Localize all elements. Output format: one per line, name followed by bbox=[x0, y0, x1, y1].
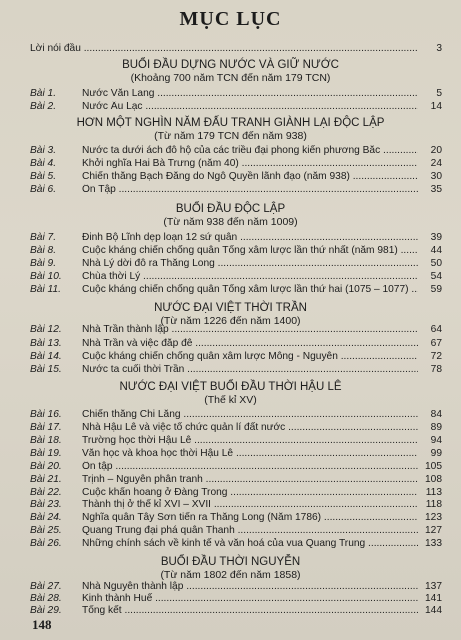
lesson-title: Trường học thời Hậu Lê ..... bbox=[82, 435, 418, 447]
lesson-title: Tổng kết ..... bbox=[82, 605, 418, 617]
toc-row bbox=[30, 338, 442, 350]
toc-row bbox=[30, 101, 442, 113]
lesson-number: Bài 5. bbox=[30, 171, 57, 182]
toc-row bbox=[30, 351, 442, 363]
toc-row bbox=[30, 474, 442, 486]
lesson-title: Chiến thắng Bạch Đằng do Ngô Quyền lãnh đạo (năm 938) ..... bbox=[82, 171, 418, 183]
lesson-page: 99 bbox=[430, 448, 442, 459]
section-subheading: (Từ năm 938 đến năm 1009) bbox=[163, 216, 298, 228]
lesson-number: Bài 2. bbox=[30, 101, 57, 112]
lesson-number: Bài 19. bbox=[30, 448, 62, 459]
lesson-page: 50 bbox=[430, 258, 442, 269]
section-subheading: (Khoảng 700 năm TCN đến năm 179 TCN) bbox=[130, 72, 331, 84]
lesson-number: Bài 27. bbox=[30, 581, 62, 592]
section-subheading: (Từ năm 1802 đến năm 1858) bbox=[160, 569, 301, 581]
lesson-number: Bài 4. bbox=[30, 158, 57, 169]
lesson-title: Khởi nghĩa Hai Bà Trưng (năm 40) ..... bbox=[82, 158, 418, 170]
page-number: 148 bbox=[32, 617, 52, 632]
section-subheading: (Từ năm 1226 đến năm 1400) bbox=[160, 315, 301, 327]
lesson-title: Cuộc kháng chiến chống quân xâm lược Mông - Nguyên ..... bbox=[82, 351, 418, 363]
lesson-title: Văn học và khoa học thời Hậu Lê ..... bbox=[82, 448, 418, 460]
lesson-page: 24 bbox=[430, 158, 442, 169]
toc-row bbox=[30, 245, 442, 257]
lesson-page: 72 bbox=[430, 351, 442, 362]
toc-row bbox=[30, 605, 442, 617]
toc-row bbox=[30, 422, 442, 434]
toc-row bbox=[30, 538, 442, 550]
toc-row bbox=[30, 593, 442, 605]
lesson-number: Bài 22. bbox=[30, 487, 62, 498]
lesson-page: 44 bbox=[430, 245, 442, 256]
lesson-number: Bài 24. bbox=[30, 512, 62, 523]
toc-row bbox=[30, 448, 442, 460]
toc-row bbox=[30, 271, 442, 283]
intro-row bbox=[30, 43, 442, 55]
lesson-title: Nhà Trần và việc đắp đê ..... bbox=[82, 338, 418, 350]
section-heading: HƠN MỘT NGHÌN NĂM ĐẤU TRANH GIÀNH LẠI ĐỘC LẬP bbox=[76, 117, 385, 129]
section-heading: BUỔI ĐẦU DỰNG NƯỚC VÀ GIỮ NƯỚC bbox=[122, 59, 339, 71]
toc-row bbox=[30, 284, 442, 296]
lesson-page: 137 bbox=[425, 581, 442, 592]
lesson-page: 94 bbox=[430, 435, 442, 446]
lesson-title: Đinh Bộ Lĩnh dẹp loạn 12 sứ quân ..... bbox=[82, 232, 418, 244]
lesson-number: Bài 18. bbox=[30, 435, 62, 446]
lesson-title: Cuộc kháng chiến chống quân Tống xâm lược lần thứ hai (1075 – 1077) ..... bbox=[82, 284, 418, 296]
lesson-page: 20 bbox=[430, 145, 442, 156]
lesson-number: Bài 1. bbox=[30, 88, 57, 99]
toc-row bbox=[30, 364, 442, 376]
lesson-number: Bài 26. bbox=[30, 538, 62, 549]
lesson-page: 127 bbox=[425, 525, 442, 536]
lesson-title: Thành thị ở thế kỉ XVI – XVII ..... bbox=[82, 499, 418, 511]
lesson-page: 105 bbox=[425, 461, 442, 472]
lesson-title: Ôn tập ..... bbox=[82, 461, 418, 473]
section-subheading: (Thế kỉ XV) bbox=[204, 394, 257, 406]
lesson-title: Nước Văn Lang ..... bbox=[82, 88, 418, 100]
lesson-page: 84 bbox=[430, 409, 442, 420]
lesson-page: 108 bbox=[425, 474, 442, 485]
toc-row bbox=[30, 158, 442, 170]
lesson-page: 35 bbox=[430, 184, 442, 195]
lesson-title: Cuộc kháng chiến chống quân Tống xâm lược lần thứ nhất (năm 981) ..... bbox=[82, 245, 418, 257]
lesson-page: 64 bbox=[430, 324, 442, 335]
lesson-title: Nhà Trần thành lập ..... bbox=[82, 324, 418, 336]
lesson-page: 141 bbox=[425, 593, 442, 604]
toc-row bbox=[30, 258, 442, 270]
lesson-number: Bài 25. bbox=[30, 525, 62, 536]
toc-row bbox=[30, 324, 442, 336]
lesson-number: Bài 11. bbox=[30, 284, 61, 295]
lesson-page: 113 bbox=[425, 487, 442, 498]
lesson-number: Bài 20. bbox=[30, 461, 62, 472]
lesson-number: Bài 23. bbox=[30, 499, 62, 510]
section-heading: NƯỚC ĐẠI VIỆT THỜI TRẦN bbox=[154, 302, 307, 314]
lesson-title: Chiến thắng Chi Lăng ..... bbox=[82, 409, 418, 421]
lesson-title: Nghĩa quân Tây Sơn tiến ra Thăng Long (Năm 1786) ..... bbox=[82, 512, 418, 524]
toc-row bbox=[30, 581, 442, 593]
intro-text: Lời nói đầu ..... bbox=[30, 43, 418, 55]
toc-row bbox=[30, 525, 442, 537]
lesson-number: Bài 8. bbox=[30, 245, 57, 256]
lesson-title: Kinh thành Huế ..... bbox=[82, 593, 418, 605]
lesson-title: Chùa thời Lý ..... bbox=[82, 271, 418, 283]
lesson-number: Bài 21. bbox=[30, 474, 62, 485]
lesson-title: Trịnh – Nguyễn phân tranh ..... bbox=[82, 474, 418, 486]
section-heading: NƯỚC ĐẠI VIỆT BUỔI ĐẦU THỜI HẬU LÊ bbox=[119, 381, 342, 393]
lesson-page: 5 bbox=[436, 88, 442, 99]
toc-row bbox=[30, 409, 442, 421]
lesson-number: Bài 29. bbox=[30, 605, 62, 616]
lesson-page: 59 bbox=[430, 284, 442, 295]
lesson-page: 54 bbox=[430, 271, 442, 282]
lesson-page: 118 bbox=[425, 499, 442, 510]
lesson-page: 67 bbox=[430, 338, 442, 349]
lesson-page: 78 bbox=[430, 364, 442, 375]
lesson-number: Bài 3. bbox=[30, 145, 57, 156]
section-subheading: (Từ năm 179 TCN đến năm 938) bbox=[154, 130, 307, 142]
lesson-number: Bài 7. bbox=[30, 232, 57, 243]
lesson-number: Bài 15. bbox=[30, 364, 62, 375]
lesson-number: Bài 12. bbox=[30, 324, 62, 335]
lesson-page: 123 bbox=[425, 512, 442, 523]
lesson-title: Ôn Tập ..... bbox=[82, 184, 418, 196]
intro-page: 3 bbox=[436, 43, 442, 54]
lesson-title: Nước ta cuối thời Trần ..... bbox=[82, 364, 418, 376]
lesson-page: 14 bbox=[430, 101, 442, 112]
section-heading: BUỔI ĐẦU THỜI NGUYỄN bbox=[160, 556, 301, 568]
lesson-title: Nhà Lý dời đô ra Thăng Long ..... bbox=[82, 258, 418, 270]
lesson-title: Cuộc khẩn hoang ở Đàng Trong ..... bbox=[82, 487, 418, 499]
toc-row bbox=[30, 512, 442, 524]
section-heading: BUỔI ĐẦU ĐỘC LẬP bbox=[175, 203, 286, 215]
lesson-number: Bài 6. bbox=[30, 184, 57, 195]
toc-row bbox=[30, 461, 442, 473]
lesson-title: Quang Trung đại phá quân Thanh ..... bbox=[82, 525, 418, 537]
toc-row bbox=[30, 232, 442, 244]
lesson-title: Nước Âu Lạc ..... bbox=[82, 101, 418, 113]
lesson-title: Nước ta dưới ách đô hộ của các triều đại phong kiến phương Bắc ..... bbox=[82, 145, 418, 157]
lesson-number: Bài 14. bbox=[30, 351, 62, 362]
toc-row bbox=[30, 171, 442, 183]
lesson-page: 30 bbox=[430, 171, 442, 182]
lesson-page: 89 bbox=[430, 422, 442, 433]
toc-row bbox=[30, 487, 442, 499]
toc-row bbox=[30, 184, 442, 196]
lesson-page: 144 bbox=[425, 605, 442, 616]
lesson-number: Bài 9. bbox=[30, 258, 57, 269]
lesson-number: Bài 17. bbox=[30, 422, 62, 433]
lesson-page: 133 bbox=[425, 538, 442, 549]
lesson-title: Nhà Nguyễn thành lập ..... bbox=[82, 581, 418, 593]
toc-row bbox=[30, 145, 442, 157]
page-title: MỤC LỤC bbox=[179, 8, 282, 30]
lesson-number: Bài 16. bbox=[30, 409, 62, 420]
toc-row bbox=[30, 88, 442, 100]
lesson-number: Bài 13. bbox=[30, 338, 62, 349]
lesson-number: Bài 28. bbox=[30, 593, 62, 604]
lesson-title: Những chính sách về kinh tế và văn hoá của vua Quang Trung ..... bbox=[82, 538, 418, 550]
lesson-title: Nhà Hậu Lê và việc tổ chức quản lí đất nước ..... bbox=[82, 422, 418, 434]
lesson-number: Bài 10. bbox=[30, 271, 62, 282]
toc-row bbox=[30, 499, 442, 511]
lesson-page: 39 bbox=[430, 232, 442, 243]
toc-row bbox=[30, 435, 442, 447]
